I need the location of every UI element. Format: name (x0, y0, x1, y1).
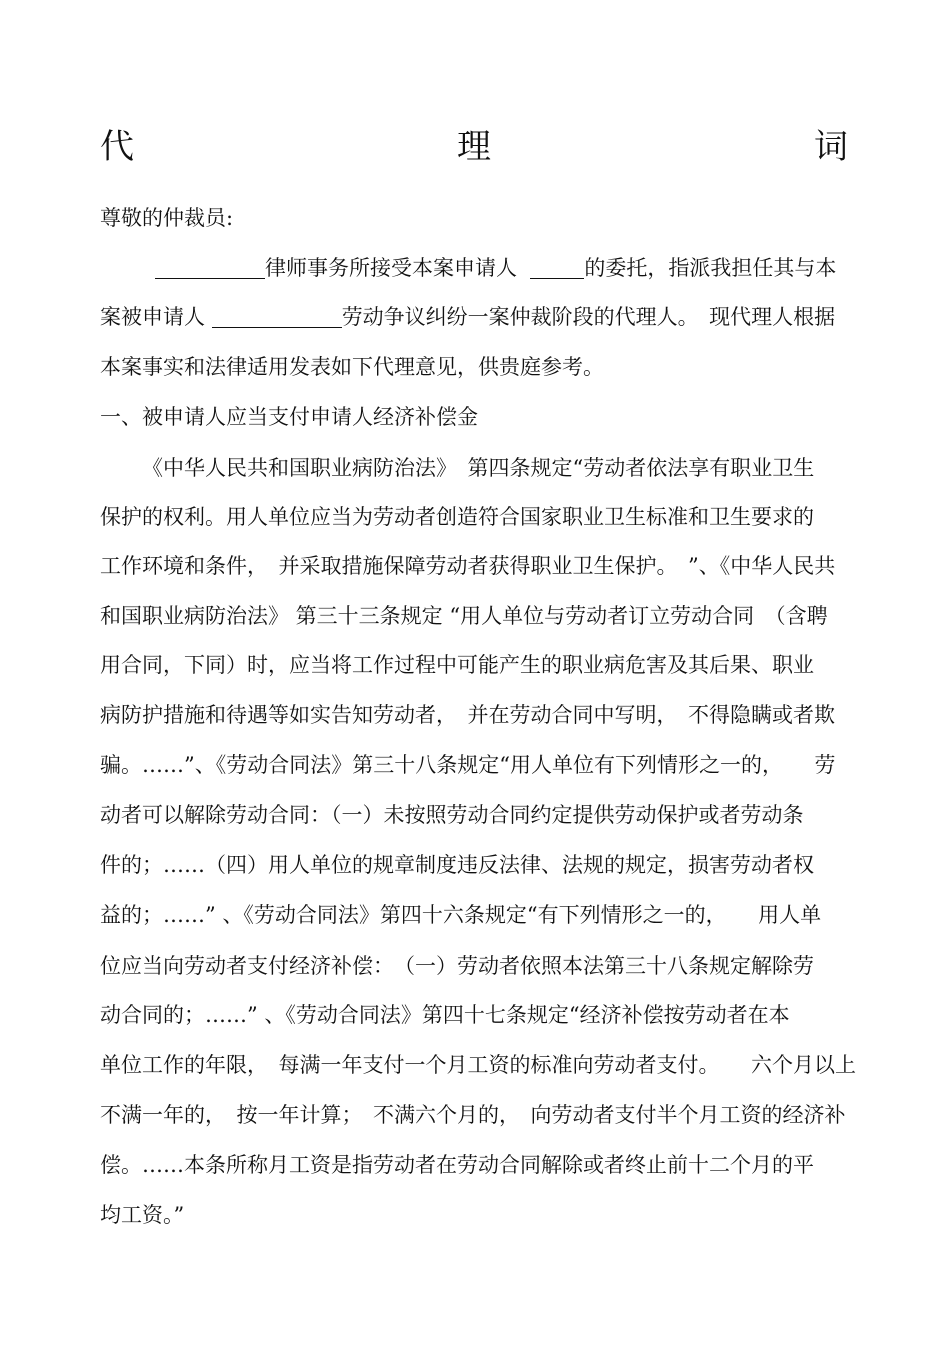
body-line: 均工资。” (100, 1203, 185, 1227)
body-line: 单位工作的年限， 每满一年支付一个月工资的标准向劳动者支付。 六个月以上 (100, 1053, 856, 1077)
body-line: 保护的权利。用人单位应当为劳动者创造符合国家职业卫生标准和卫生要求的 (100, 505, 814, 529)
body-line: 动者可以解除劳动合同：（一）未按照劳动合同约定提供劳动保护或者劳动条 (100, 803, 804, 827)
title-char-2: 理 (457, 127, 491, 167)
body-line: 病防护措施和待遇等如实告知劳动者， 并在劳动合同中写明， 不得隐瞒或者欺 (100, 703, 835, 727)
document-title (100, 122, 848, 172)
law-firm-blank[interactable] (155, 256, 265, 279)
intro-text-1a: 律师事务所接受本案申请人 (265, 256, 517, 280)
applicant-blank[interactable] (530, 256, 584, 279)
body-line: 动合同的；……” 、《劳动合同法》第四十七条规定“经济补偿按劳动者在本 (100, 1003, 790, 1027)
section-heading-1: 一、被申请人应当支付申请人经济补偿金 (100, 405, 478, 429)
intro-line-3: 本案事实和法律适用发表如下代理意见，供贵庭参考。 (100, 355, 604, 379)
salutation: 尊敬的仲裁员: (100, 206, 234, 230)
body-line: 偿。……本条所称月工资是指劳动者在劳动合同解除或者终止前十二个月的平 (100, 1153, 814, 1177)
title-char-3: 词 (814, 127, 848, 167)
body-line: 件的；……（四）用人单位的规章制度违反法律、法规的规定，损害劳动者权 (100, 853, 814, 877)
body-line: 不满一年的， 按一年计算； 不满六个月的， 向劳动者支付半个月工资的经济补 (100, 1103, 846, 1127)
body-line: 骗。……”、《劳动合同法》第三十八条规定“用人单位有下列情形之一的， 劳 (100, 753, 836, 777)
body-line: 益的；……” 、《劳动合同法》第四十六条规定“有下列情形之一的， 用人单 (100, 903, 822, 927)
body-line: 《中华人民共和国职业病防治法》 第四条规定“劳动者依法享有职业卫生 (142, 456, 815, 480)
intro-text-2a: 案被申请人 (100, 305, 205, 329)
body-line: 工作环境和条件， 并采取措施保障劳动者获得职业卫生保护。 ”、《中华人民共 (100, 554, 836, 578)
title-char-1: 代 (100, 127, 134, 167)
body-line: 用合同，下同）时，应当将工作过程中可能产生的职业病危害及其后果、职业 (100, 653, 814, 677)
body-line: 位应当向劳动者支付经济补偿： （一）劳动者依照本法第三十八条规定解除劳 (100, 954, 814, 978)
intro-line-2 (100, 302, 835, 332)
intro-text-1b: 的委托，指派我担任其与本 (584, 256, 837, 280)
respondent-blank[interactable] (212, 305, 342, 328)
intro-line-1 (155, 253, 836, 283)
intro-text-2b: 劳动争议纠纷一案仲裁阶段的代理人。 现代理人根据 (341, 305, 836, 329)
body-line: 和国职业病防治法》 第三十三条规定 “用人单位与劳动者订立劳动合同 （含聘 (100, 604, 828, 628)
